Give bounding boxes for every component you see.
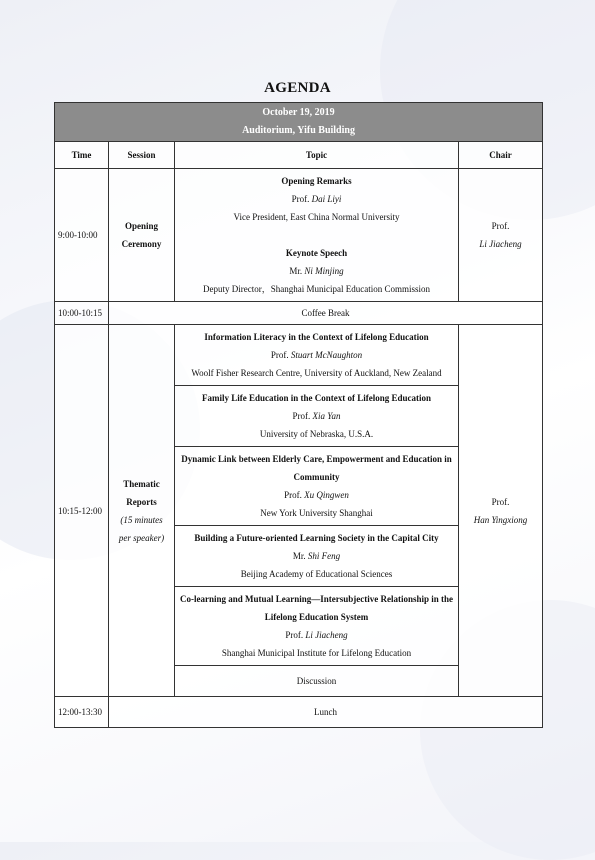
speaker-affiliation: Deputy Director，Shanghai Municipal Education Commission (203, 284, 430, 294)
talk-block (175, 525, 458, 586)
topic-cell (175, 325, 459, 697)
speaker: Mr. Shi Feng (292, 551, 341, 561)
break-cell: Lunch (109, 697, 543, 728)
time-cell: 10:00-10:15 (55, 302, 109, 325)
break-cell: Coffee Break (109, 302, 543, 325)
speaker-affiliation: New York University Shanghai (260, 508, 373, 518)
talk-block (175, 325, 458, 385)
talk-block (175, 446, 458, 525)
speaker-affiliation: Woolf Fisher Research Centre, University of Auckland, New Zealand (191, 368, 442, 378)
talk-title: Building a Future-oriented Learning Society in the Capital City (194, 533, 439, 543)
session-cell: Opening Ceremony (109, 169, 175, 302)
discussion: Discussion (175, 665, 458, 696)
table-row (55, 697, 543, 728)
chair-cell: Prof. Han Yingxiong (459, 325, 543, 697)
speaker-affiliation: Beijing Academy of Educational Sciences (240, 569, 393, 579)
page-title: AGENDA (264, 80, 331, 96)
topic-cell (175, 169, 459, 302)
time-cell: 12:00-13:30 (55, 697, 109, 728)
speaker: Mr. Ni Minjing (289, 266, 344, 276)
speaker: Prof. Xu Qingwen (284, 490, 349, 500)
date-header (55, 103, 543, 142)
time-cell: 10:15-12:00 (55, 325, 109, 697)
talk-block (175, 385, 458, 446)
table-row (55, 169, 543, 302)
speaker: Prof. Xia Yan (292, 411, 341, 421)
talk-title: Dynamic Link between Elderly Care, Empowerment and Education in Community (181, 454, 452, 482)
talk-title: Co-learning and Mutual Learning—Intersubjective Relationship in the Lifelong Education System (179, 594, 453, 622)
talk-block (175, 586, 458, 665)
talk-title: Keynote Speech (285, 248, 348, 258)
table-row (55, 302, 543, 325)
column-header-time: Time (55, 142, 109, 169)
agenda-table (54, 102, 543, 728)
talk-title: Family Life Education in the Context of Lifelong Education (201, 393, 431, 403)
chair-cell: Prof. Li Jiacheng (459, 169, 543, 302)
talk-title: Opening Remarks (281, 176, 352, 186)
session-cell: Thematic Reports (15 minutes per speaker) (109, 325, 175, 697)
column-header-session: Session (109, 142, 175, 169)
event-date: October 19, 2019 (262, 107, 335, 118)
column-header-topic: Topic (175, 142, 459, 169)
time-cell: 9:00-10:00 (55, 169, 109, 302)
speaker-affiliation: Shanghai Municipal Institute for Lifelong Education (221, 648, 412, 658)
speaker: Prof. Dai Liyi (291, 194, 342, 204)
speaker-affiliation: University of Nebraska, U.S.A. (259, 429, 374, 439)
table-row (55, 325, 543, 697)
talk-title: Information Literacy in the Context of Lifelong Education (204, 332, 429, 342)
speaker-affiliation: Vice President, East China Normal University (233, 212, 400, 222)
event-venue: Auditorium, Yifu Building (242, 125, 355, 136)
date-header-row (55, 103, 543, 142)
column-header-row (55, 142, 543, 169)
speaker: Prof. Li Jiacheng (285, 630, 348, 640)
speaker: Prof. Stuart McNaughton (270, 350, 363, 360)
column-header-chair: Chair (459, 142, 543, 169)
